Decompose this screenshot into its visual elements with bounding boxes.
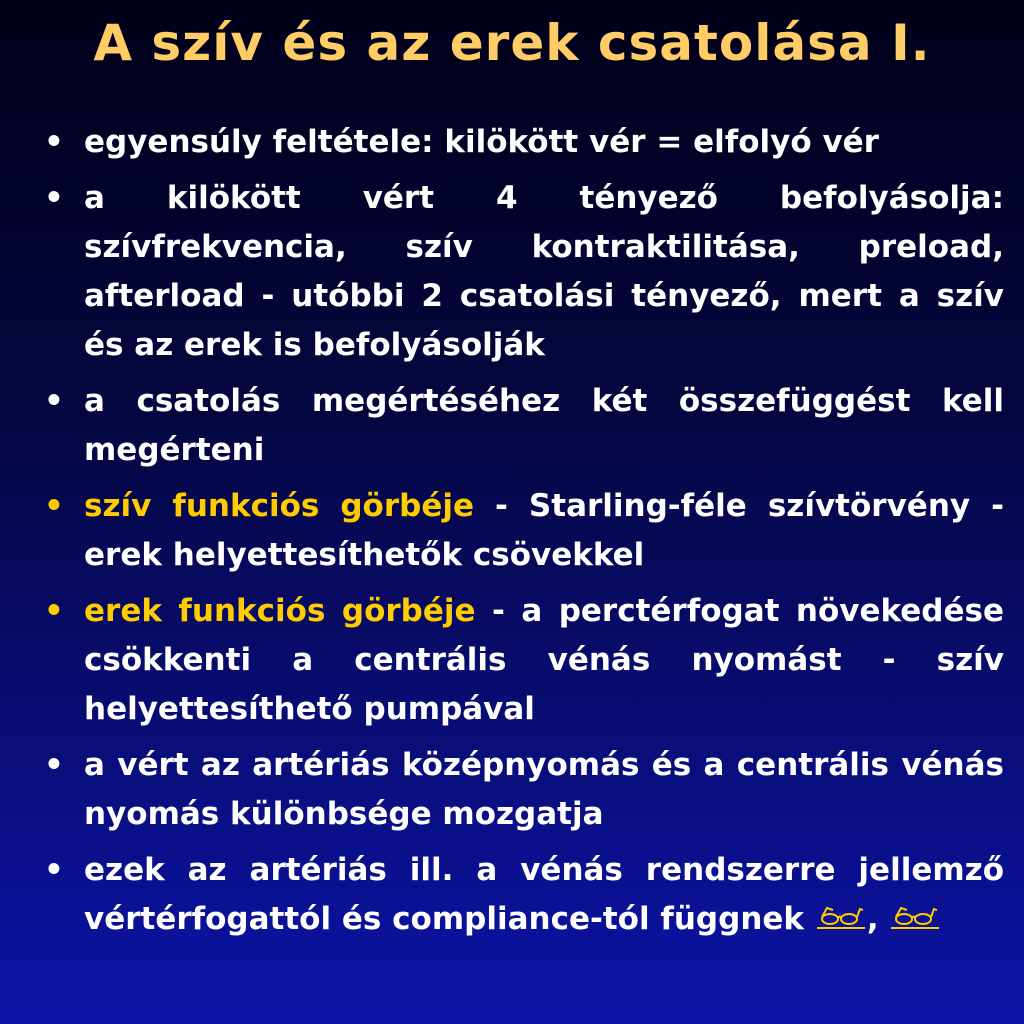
bullet-text: a vért az artériás középnyomás és a centrális vénás nyomás különbsége mozgatja: [84, 747, 1004, 832]
bullet-text: a csatolás megértéséhez két összefüggést kell megérteni: [84, 383, 1004, 468]
bullet-item: [40, 377, 1004, 475]
bullet-item: [40, 741, 1004, 839]
bullet-text: egyensúly feltétele: kilökött vér = elfolyó vér: [84, 124, 879, 160]
bullet-marker: •: [44, 852, 64, 888]
bullet-item: [40, 482, 1004, 580]
link-separator: ,: [866, 901, 879, 937]
bullet-list: [40, 118, 1004, 951]
bullet-marker: •: [44, 180, 64, 216]
bullet-text: ezek az artériás ill. a vénás rendszerre jellemző vértérfogattól és compliance-tól függnek: [84, 852, 1004, 937]
bullet-marker: •: [44, 593, 64, 629]
bullet-highlight: szív funkciós görbéje: [84, 488, 475, 524]
bullet-marker: •: [44, 488, 64, 524]
bullet-marker: •: [44, 383, 64, 419]
bullet-text: - a perctérfogat növekedése csökkenti a centrális vénás nyomást - szív helyettesíthető pumpával: [84, 593, 1004, 727]
glasses-icon[interactable]: [891, 905, 939, 929]
bullet-marker: •: [44, 124, 64, 160]
bullet-text: a kilökött vért 4 tényező befolyásolja: szívfrekvencia, szív kontraktilitása, preload, afterload - utóbbi 2 csatolási tényező, mert a szív és az erek is befolyásolják: [84, 180, 1004, 363]
bullet-item: [40, 118, 1004, 167]
bullet-text: - Starling-féle szívtörvény - erek helyettesíthetők csövekkel: [84, 488, 1004, 573]
bullet-item: [40, 846, 1004, 944]
glasses-icon[interactable]: [817, 905, 865, 929]
bullet-item: [40, 587, 1004, 734]
bullet-marker: •: [44, 747, 64, 783]
bullet-highlight: erek funkciós görbéje: [84, 593, 476, 629]
slide-title: A szív és az erek csatolása I.: [93, 14, 931, 72]
bullet-item: [40, 174, 1004, 370]
